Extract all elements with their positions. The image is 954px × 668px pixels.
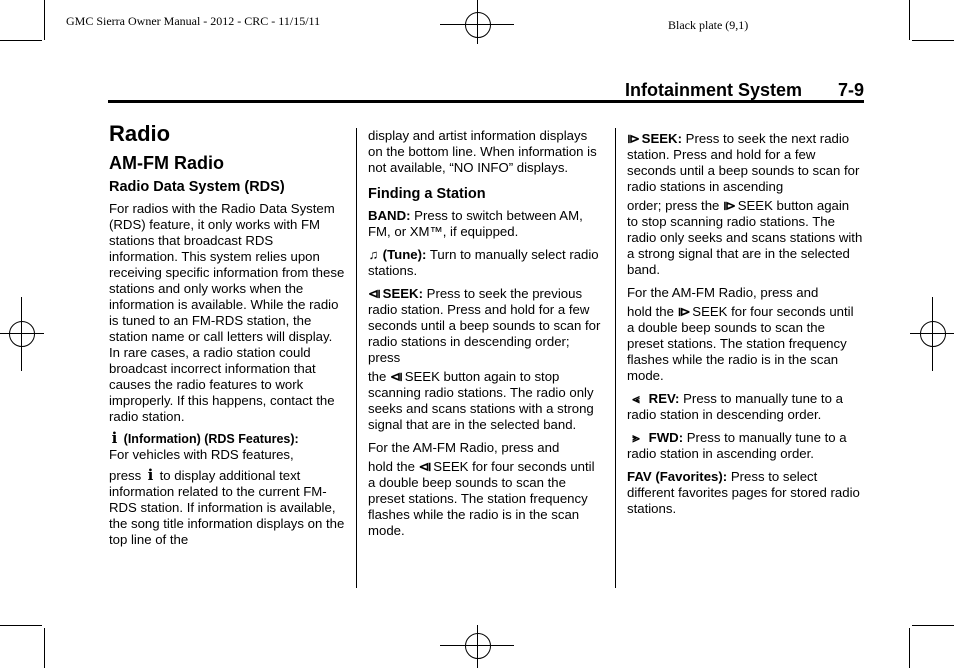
band-label: BAND: [368,208,411,223]
text-line [368,369,602,433]
text: Press to switch between AM, FM, or XM™, if equipped. [368,208,583,239]
seek-forward-icon: ⧐ [677,304,691,319]
text: Turn to manually select radio stations. [368,247,599,278]
text: SEEK button again to stop scanning radio stations. The radio only seeks and scans stations with a strong signal that are in the selected band. [627,198,863,277]
subsection-heading: Radio Data System (RDS) [109,179,285,195]
text: For the AM-FM Radio, press and [627,285,819,300]
fwd-paragraph [627,430,863,462]
band-paragraph [368,208,602,240]
paragraph [109,467,345,548]
text: SEEK for four seconds until a double beep sounds to scan the preset stations. The station frequency flashes while the radio is in the scan mode. [627,304,854,383]
music-note-icon: ♫ [368,247,379,262]
header-rule [108,100,864,103]
paragraph: display and artist information displays on the bottom line. When information is not available, “NO INFO” displays. [368,128,597,175]
tune-paragraph [368,247,602,279]
seek-back-icon: ⧏ [418,459,432,474]
fast-forward-icon: ⪢ [632,430,640,445]
paragraph: For radios with the Radio Data System (RDS) feature, it only works with FM stations that broadcast RDS information. This system relies upon receiving specific information from these stations and only works when the information is available. While the radio is tuned to an FM-RDS station, the station name or call letters will display. In rare cases, a radio station could broadcast incorrect information that causes the radio features to work improperly. If this happens, contact the radio station. [109,201,345,424]
text: hold the [368,459,415,474]
column-divider [356,128,357,588]
text: Press to manually tune to a radio station in ascending order. [627,430,847,461]
seek-label: SEEK: [382,286,423,301]
column-2 [368,128,602,546]
seek-forward-paragraph [627,131,863,278]
column-3 [627,131,863,524]
section-heading: AM-FM Radio [109,153,224,173]
text: hold the [627,304,674,319]
text: order; press the [627,198,720,213]
text: SEEK for four seconds until a double beep sounds to scan the preset stations. The station frequency flashes while the radio is in the scan mode. [368,459,595,538]
tune-label: (Tune): [382,247,427,262]
seek-label: SEEK: [641,131,682,146]
crop-mark [912,625,954,626]
seek-forward-icon: ⧐ [627,131,640,146]
plate-info-right: Black plate (9,1) [668,18,749,32]
text: For the AM-FM Radio, press and [368,440,560,455]
text-line [627,304,863,384]
fwd-label: FWD: [648,430,684,445]
fav-label: FAV (Favorites): [627,469,728,484]
rev-paragraph [627,391,863,423]
crop-mark [0,625,42,626]
text: SEEK button again to stop scanning radio stations. The radio only seeks and scans stations with a strong signal that are in the selected band. [368,369,594,432]
rewind-icon: ⪡ [632,391,640,406]
page-heading: Radio [109,121,171,146]
text-line [627,198,863,278]
text-line [368,459,602,539]
text: Press to seek the next radio station. Press and hold for a few seconds until a beep sounds to scan for radio stations in ascending [627,131,860,194]
text: the [368,369,387,384]
column-divider [615,128,616,588]
paragraph: For vehicles with RDS features, [109,447,294,462]
rev-label: REV: [648,391,680,406]
seek-back-icon: ⧏ [368,286,381,301]
page-number: 7-9 [838,80,865,100]
information-icon: i [147,466,154,484]
section-title: Infotainment System [625,80,803,100]
fav-paragraph [627,469,863,517]
seek-back-icon: ⧏ [390,369,404,384]
text: press [109,468,142,483]
seek-back-paragraph [368,286,602,433]
column-1 [109,121,345,548]
text: to display additional text information related to the current FM-RDS station. If information is available, the song title information displays on the top line of the [109,468,345,547]
text: Press to select different favorites pages for stored radio stations. [627,469,860,516]
seek-forward-icon: ⧐ [723,198,737,213]
information-icon: i [111,429,118,447]
crop-mark [909,628,910,668]
crop-mark [909,0,910,40]
text: Press to manually tune to a radio station in descending order. [627,391,843,422]
info-label: (Information) (RDS Features): [123,432,299,446]
plate-info-left: GMC Sierra Owner Manual - 2012 - CRC - 11/15/11 [66,14,321,28]
text: Press to seek the previous radio station. Press and hold for a few seconds until a beep sounds to scan for radio stations in descending order; press [368,286,601,365]
crop-mark [44,0,45,40]
amfm-paragraph [627,285,863,384]
subsection-heading: Finding a Station [368,186,486,202]
info-feature [109,430,345,548]
crop-mark [44,628,45,668]
crop-mark [0,40,42,41]
crop-mark [912,40,954,41]
amfm-paragraph [368,440,602,539]
